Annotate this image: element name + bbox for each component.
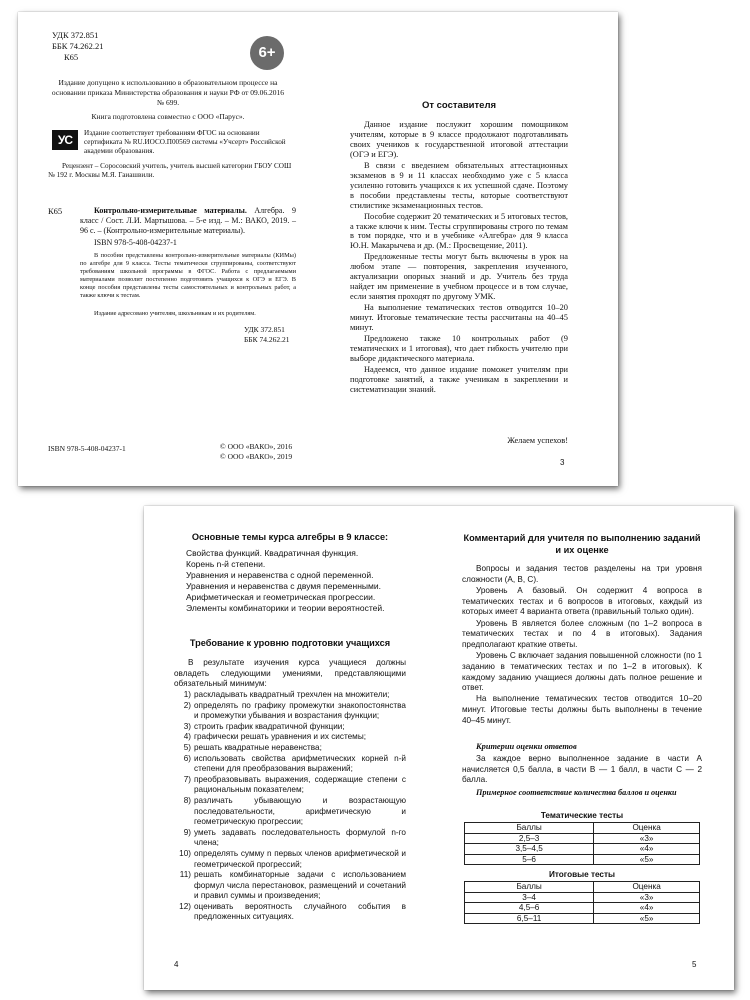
skills-list <box>174 690 406 923</box>
bbk-code: ББК 74.262.21 <box>52 41 104 51</box>
grade-cell: «5» <box>594 854 700 865</box>
column-header-grade: Оценка <box>594 882 700 893</box>
requirements-intro: В результате изучения курса учащиеся должны овладеть следующими умениями, представляющими обязательный минимум: <box>174 658 406 689</box>
copyright-line: © ООО «ВАКО», 2019 <box>220 452 293 461</box>
final-grades-table <box>464 881 700 924</box>
theme-item: Элементы комбинаторики и теории вероятностей. <box>186 603 385 613</box>
criteria-text: За каждое верно выполненное задание в части А начисляется 0,5 балла, в части В — 1 балл, в части С — 2 балла. <box>462 754 702 785</box>
points-cell: 5–6 <box>465 854 594 865</box>
partner-note: Книга подготовлена совместно с ООО «Парус». <box>91 112 245 121</box>
skill-text: оценивать вероятность случайного события в предложенных ситуациях. <box>194 901 406 922</box>
skill-text: раскладывать квадратный трехчлен на множители; <box>194 690 390 699</box>
foreword-paragraph: Пособие содержит 20 тематических и 5 итоговых тестов, а также ключи к ним. Тесты сгруппированы строго по темам в том порядке, что и в учебнике «Алгебра» для 9 класса Ю.Н. Макарычева и др. (М.: Просвещение, 2011). <box>350 211 568 251</box>
skill-item <box>174 754 406 775</box>
author-mark-k65: К65 <box>48 206 63 216</box>
skill-item <box>174 701 406 722</box>
skill-text: графически решать уравнения и их системы; <box>194 732 366 742</box>
isbn-primary: ISBN 978-5-408-04237-1 <box>94 238 177 247</box>
requirements-heading: Требование к уровню подготовки учащихся <box>189 638 391 648</box>
column-header-points: Баллы <box>465 882 594 893</box>
skill-number: 4) <box>183 732 191 742</box>
comment-paragraph: Вопросы и задания тестов разделены на три уровня сложности (А, В, С). <box>462 564 702 584</box>
copyright-line: © ООО «ВАКО», 2016 <box>220 442 293 451</box>
udc-code-repeat: УДК 372.851 <box>244 325 285 334</box>
skill-item <box>174 796 406 828</box>
skill-number: 1) <box>183 690 191 699</box>
bbk-code-repeat: ББК 74.262.21 <box>244 335 290 344</box>
grade-cell: «3» <box>594 833 700 844</box>
table-header-row <box>465 882 700 893</box>
skill-item <box>174 828 406 849</box>
themes-list <box>186 548 412 614</box>
correspondence-title: Примерное соответствие количества баллов и оценки <box>476 788 677 797</box>
table-row <box>465 854 700 865</box>
bottom-spread <box>144 506 734 990</box>
foreword-paragraph: Надеемся, что данное издание поможет учителям при подготовке занятий, а также ученикам в закреплении и систематизации знаний. <box>350 364 568 394</box>
skill-text: использовать свойства арифметических корней n-й степени для преобразования выражений; <box>194 753 406 774</box>
comment-paragraph: Уровень С включает задания повышенной сложности (по 1 заданию в тематических тестах и по 1–2 в итоговых). К каждому заданию учащиеся должны дать полное решение и ответ. <box>462 651 702 693</box>
theme-item: Свойства функций. Квадратичная функция. <box>186 548 359 558</box>
skill-text: решать комбинаторные задачи с использованием формул числа перестановок, размещений и сочетаний и правил суммы и произведения; <box>194 870 406 901</box>
table-row <box>465 892 700 903</box>
skill-item <box>174 849 406 870</box>
grade-cell: «5» <box>594 913 700 924</box>
criteria-title: Критерии оценки ответов <box>476 742 577 751</box>
page-number: 4 <box>174 960 179 969</box>
table-row <box>465 903 700 914</box>
skill-text: определять сумму n первых членов арифметической и геометрической прогрессий; <box>194 848 406 869</box>
annotation: В пособии представлены контрольно-измерительные материалы (КИМы) по алгебре для 9 класса. Тесты тематически сгруппированы, соответствуют требованиям школьной программы в ФГОС. Работа с предлагаемыми материалами позволит постепенно подготовить учащихся к ОГЭ и ЕГЭ. В конце пособия представлены тесты самостоятельных и контрольных работ, а также ключи к тестам. <box>80 252 296 299</box>
points-cell: 3,5–4,5 <box>465 844 594 855</box>
comment-paragraph: На выполнение тематических тестов отводится 10–20 минут. Итоговые тесты должны быть выполнены в течение 40–45 минут. <box>462 694 702 725</box>
theme-item: Арифметическая и геометрическая прогрессии. <box>186 592 376 602</box>
skill-number: 6) <box>183 753 191 763</box>
foreword-paragraph: На выполнение тематических тестов отводится 10–20 минут. Итоговые тематические тесты рассчитаны на 40–45 минут. <box>350 303 568 333</box>
teacher-comment-body <box>462 564 702 727</box>
teacher-comment-heading: Комментарий для учителя по выполнению заданий и их оценке <box>463 533 701 555</box>
page-number: 5 <box>692 960 697 969</box>
skill-item <box>174 732 406 743</box>
comment-paragraph: Уровень А базовый. Он содержит 4 вопроса в тематических тестах и 6 вопросов в итоговых, каждый из которых имеет 4 варианта ответа (правильный только один). <box>462 585 702 617</box>
compiler-heading: От составителя <box>421 100 497 111</box>
top-spread <box>18 12 618 486</box>
foreword-paragraph: В связи с введением обязательных аттестационных экзаменов в 9 и 11 классах необходимо уже с 5 класса усиленно готовить учащихся к их успешной сдаче. Поэтому в пособии представлены тесты, которые соответствуют стилистике экзаменационных тестов. <box>350 160 568 210</box>
closing-wish: Желаем успехов! <box>507 436 568 445</box>
grade-cell: «4» <box>594 844 700 855</box>
bibliographic-record <box>80 206 296 236</box>
age-rating-badge: 6+ <box>250 36 284 70</box>
skill-item <box>174 722 406 733</box>
skill-text: преобразовывать выражения, содержащие степени с рациональным показателем; <box>194 774 406 795</box>
foreword-paragraph: Предложено также 10 контрольных работ (9 тематических и 1 итоговая), что дает гибкость учителю при выборе дидактического материала. <box>350 334 568 363</box>
skill-item <box>174 902 406 923</box>
theme-item: Корень n-й степени. <box>186 559 266 569</box>
table-row <box>465 833 700 844</box>
skill-text: различать убывающую и возрастающую последовательности, арифметическую и геометрическую прогрессии; <box>194 795 406 827</box>
skill-item <box>174 775 406 796</box>
grade-cell: «3» <box>594 892 700 903</box>
table-row <box>465 844 700 855</box>
approval-note: Издание допущено к использованию в образовательном процессе на основании приказа Министерства образования и науки РФ от 09.06.2016 № 699. <box>51 78 285 107</box>
thematic-grades-block <box>464 811 700 865</box>
grade-cell: «4» <box>594 903 700 914</box>
copyright <box>220 442 292 462</box>
column-header-grade: Оценка <box>594 823 700 834</box>
foreword-paragraph: Данное издание послужит хорошим помощником учителям, которые в 9 классе продолжают подготавливать своих учеников к государственной итоговой аттестации (ОГЭ и ЕГЭ). <box>350 120 568 159</box>
final-grades-block <box>464 870 700 924</box>
comment-paragraph: Уровень В является более сложным (по 1–2 вопроса в тематических тестах и по 4 в итоговых). Задания предполагают краткие ответы. <box>462 618 702 649</box>
skill-number: 5) <box>183 742 191 752</box>
skill-number: 8) <box>183 795 191 805</box>
skill-number: 11) <box>179 870 191 880</box>
table-header-row <box>465 823 700 834</box>
isbn-footer: ISBN 978-5-408-04237-1 <box>48 444 126 453</box>
skill-number: 9) <box>183 827 191 837</box>
thematic-table-caption: Тематические тесты <box>540 811 624 820</box>
points-cell: 6,5–11 <box>465 913 594 924</box>
page-number: 3 <box>560 458 565 467</box>
reviewer-note: Рецензент – Соросовский учитель, учитель высшей категории ГБОУ СОШ № 192 г. Москвы М.Я. Гаиашвили. <box>48 162 292 179</box>
theme-item: Уравнения и неравенства с одной переменной. <box>186 570 374 580</box>
skill-number: 2) <box>183 700 191 710</box>
skill-text: строить график квадратичной функции; <box>194 721 345 731</box>
skill-number: 7) <box>183 774 191 784</box>
table-row <box>465 913 700 924</box>
skill-number: 10) <box>179 848 191 858</box>
biblio-heading: Контрольно-измерительные материалы. <box>94 206 247 215</box>
points-cell: 2,5–3 <box>465 833 594 844</box>
skill-number: 3) <box>183 721 191 731</box>
skill-item <box>174 870 406 902</box>
compiler-foreword <box>350 120 568 396</box>
skill-text: уметь задавать последовательность формулой n-го члена; <box>194 827 406 848</box>
audience-note: Издание адресовано учителям, школьникам и их родителям. <box>94 310 256 317</box>
thematic-grades-table <box>464 822 700 865</box>
skill-item <box>174 743 406 754</box>
skill-text: решать квадратные неравенства; <box>194 742 322 752</box>
uchsert-logo-icon: УС <box>52 130 78 150</box>
final-table-caption: Итоговые тесты <box>549 870 615 879</box>
column-header-points: Баллы <box>465 823 594 834</box>
points-cell: 3–4 <box>465 892 594 903</box>
udc-code: УДК 372.851 <box>52 30 99 40</box>
points-cell: 4,5–6 <box>465 903 594 914</box>
foreword-paragraph: Предложенные тесты могут быть включены в урок на любом этапе — повторения, закрепления изученного, актуализации опорных знаний и др. Учитель без труда найдет им применение в учебном процессе и в том случае, если занятия проходят по другому УМК. <box>350 252 568 302</box>
themes-heading: Основные темы курса алгебры в 9 классе: <box>191 532 389 542</box>
catalog-codes <box>52 30 104 63</box>
catalog-codes-repeat <box>244 325 290 345</box>
skill-text: определять по графику промежутки знакопостоянства и промежутки убывания и возрастания функции; <box>194 700 406 721</box>
skill-item <box>174 690 406 701</box>
theme-item: Уравнения и неравенства с двумя переменными. <box>186 581 381 591</box>
biblio-rest: Алгебра. 9 класс / Сост. Л.И. Мартышова. – 5-е изд. – М.: ВАКО, 2019. – 96 с. – (Контрольно-измерительные материалы). <box>80 206 296 235</box>
skill-number: 12) <box>179 901 191 911</box>
author-mark: К65 <box>64 52 79 62</box>
certificate-note: Издание соответствует требованиям ФГОС на основании сертификата № RU.ИОСО.П00569 системы «Учсерт» Российской академии образования. <box>84 129 286 155</box>
